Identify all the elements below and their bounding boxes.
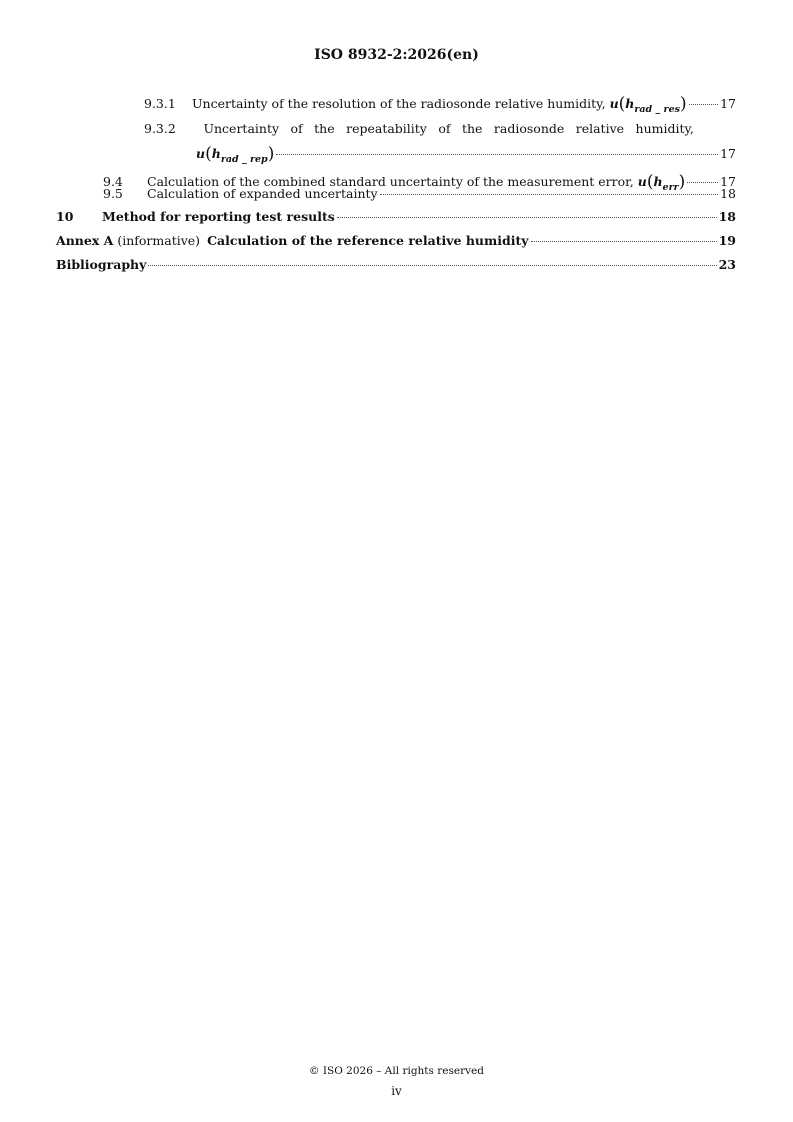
- document-header: ISO 8932-2:2026(en): [314, 47, 479, 63]
- toc-leader-dots: [148, 265, 716, 266]
- toc-word: humidity,: [635, 121, 694, 136]
- toc-entry-number: 9.5: [103, 186, 123, 201]
- toc-entry-page: 19: [718, 233, 736, 248]
- toc-entry-title: Calculation of the combined standard uncertainty of the measurement error,: [147, 174, 634, 189]
- toc-word: radiosonde: [493, 121, 565, 136]
- toc-entry-title: Bibliography: [56, 257, 147, 272]
- toc-entry-number: 10: [56, 209, 74, 224]
- toc-word: of: [290, 121, 303, 136]
- toc-entry-9-5[interactable]: [103, 186, 736, 201]
- toc-word: of: [438, 121, 451, 136]
- toc-entry-bibliography[interactable]: [56, 257, 736, 272]
- toc-entry-page: 18: [718, 209, 736, 224]
- toc-entry-number: 9.4: [103, 174, 123, 189]
- toc-entry-9-3-2-line1[interactable]: [144, 121, 694, 136]
- toc-entry-title: Calculation of the reference relative humidity: [207, 233, 529, 248]
- toc-entry-symbol: $u(h_{err})$: [637, 172, 686, 193]
- toc-leader-dots: [380, 194, 718, 195]
- toc-word: the: [314, 121, 335, 136]
- toc-word: relative: [575, 121, 625, 136]
- toc-entry-page: 18: [720, 186, 736, 201]
- toc-entry-title: Method for reporting test results: [102, 209, 335, 224]
- toc-entry-title: Calculation of expanded uncertainty: [147, 186, 378, 201]
- toc-entry-number: 9.3.2: [144, 121, 176, 136]
- toc-word: Uncertainty: [203, 121, 280, 136]
- toc-entry-page: 17: [720, 146, 736, 161]
- toc-annex-type: (informative): [117, 233, 201, 248]
- toc-entry-symbol: $u(h_{rad \_ rep})$: [196, 144, 275, 165]
- toc-entry-annex-a[interactable]: [56, 233, 736, 248]
- toc-entry-page: 23: [718, 257, 736, 272]
- toc-annex-label: Annex A: [56, 233, 114, 248]
- toc-entry-symbol: $u(h_{rad \_ res})$: [609, 94, 687, 115]
- toc-leader-dots: [337, 217, 717, 218]
- toc-entry-number: 9.3.1: [144, 96, 176, 111]
- toc-leader-dots: [689, 104, 718, 105]
- toc-leader-dots: [687, 182, 718, 183]
- toc-entry-page: 17: [720, 174, 736, 189]
- toc-entry-10[interactable]: [56, 209, 736, 224]
- copyright-footer: © ISO 2026 – All rights reserved: [309, 1065, 484, 1077]
- toc-leader-dots: [531, 241, 717, 242]
- toc-leader-dots: [276, 154, 718, 155]
- toc-entry-9-3-1[interactable]: [144, 93, 736, 115]
- toc-entry-9-3-2-line2[interactable]: [192, 143, 736, 165]
- toc-word: the: [461, 121, 483, 136]
- page-number: iv: [391, 1084, 402, 1098]
- toc-entry-page: 17: [720, 96, 736, 111]
- toc-entry-title: Uncertainty of the resolution of the radiosonde relative humidity,: [192, 96, 606, 111]
- toc-word: repeatability: [346, 121, 427, 136]
